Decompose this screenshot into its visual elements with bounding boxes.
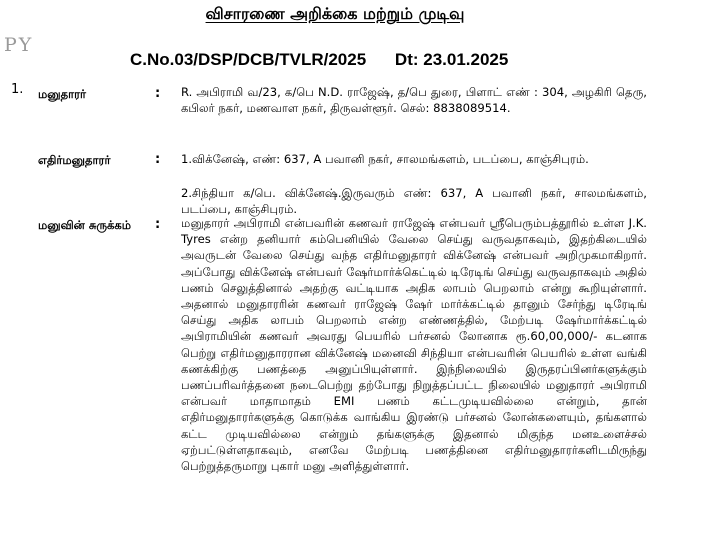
summary-label: மனுவின் சுருக்கம் [38,218,131,232]
respondent-1-details: 1.விக்னேஷ், எண்: 637, A பவானி நகர், சாலமங்களம், படப்பை, காஞ்சிபுரம். [181,152,589,166]
summary-colon: : [155,217,161,232]
section-number: 1. [11,82,24,97]
case-reference-line [130,50,508,70]
respondents-label: எதிர்மனுதாரர் [38,153,111,167]
respondents-colon: : [155,152,161,167]
document-title: விசாரணை அறிக்கை மற்றும் முடிவு [205,4,465,23]
petitioner-label: மனுதாரர் [38,87,87,101]
summary-paragraph: மனுதாரர் அபிராமி என்பவரின் கணவர் ராஜேஷ் என்பவர் ஸ்ரீபெரும்பத்தூரில் உள்ள J.K. Tyres என்ற தனியார் கம்பெனியில் வேலை செய்து வருவதாகவும், இதற்கிடையில் அவருடன் வேலை செய்து வந்த எதிர்மனுதாரர் விக்னேஷ் என்பவர் அறிமுகமாகிறார். அப்போது விக்னேஷ் என்பவர் ஷேர்மார்க்கெட்டில் டிரேடிங் செய்து வருவதாகவும் அதில் பணம் செலுத்தினால் அதற்கு வட்டியாக அதிக லாபம் பெறலாம் என்று கூறியுள்ளார். அதனால் மனுதாரரின் கணவர் ராஜேஷ் ஷேர் மார்க்கட்டில் தானும் சேர்ந்து டிரேடிங் செய்து அதிக லாபம் பெறலாம் என்ற எண்ணத்தில், மேற்படி ஷேர்மார்க்கட்டில் அபிராமியின் கணவர் அவரது பெயரில் பர்சனல் லோனாக ரூ.60,00,000/- கடனாக பெற்று எதிர்மனுதாரரான விக்னேஷ் மனைவி சிந்தியா என்பவரின் பெயரில் உள்ள வங்கி கணக்கிற்கு பணத்தை அனுப்பியுள்ளார். இந்நிலையில் இருதரப்பினர்களுக்கும் பணப்பரிவர்த்தனை நடைபெற்று தற்போது நிறுத்தப்பட்ட நிலையில் மனுதாரர் அபிராமி என்பவர் மாதாமாதம் EMI பணம் கட்டமுடியவில்லை என்றும், தான் எதிர்மனுதாரர்களுக்கு கொடுக்க வாங்கிய இரண்டு பர்சனல் லோன்களையும், தங்களால் கட்ட முடியவில்லை என்றும் தங்களுக்கு இதனால் மிகுந்த மனஉளைச்சல் ஏற்பட்டுள்ளதாகவும், எனவே மேற்படி பணத்தினை எதிர்மனுதாரர்களிடமிருந்து பெற்றுத்தருமாறு புகார் மனு அளித்துள்ளார். [181,216,647,474]
petitioner-details: R. அபிராமி வ/23, க/பெ N.D. ராஜேஷ், த/பெ துரை, பிளாட் எண் : 304, அழகிரி தெரு, கபிலர் நகர், மணவாள நகர், திருவள்ளூர். செல்: 8838089514. [181,85,647,115]
petitioner-colon: : [155,86,161,101]
respondent-2-details: 2.சிந்தியா க/பெ. விக்னேஷ்.இருவரும் எண்: 637, A பவானி நகர், சாலமங்களம், படப்பை, காஞ்சிபுரம். [181,186,647,216]
case-number: C.No.03/DSP/DCB/TVLR/2025 [130,50,367,69]
case-date: Dt: 23.01.2025 [394,50,509,69]
watermark-text: PY [4,34,34,56]
